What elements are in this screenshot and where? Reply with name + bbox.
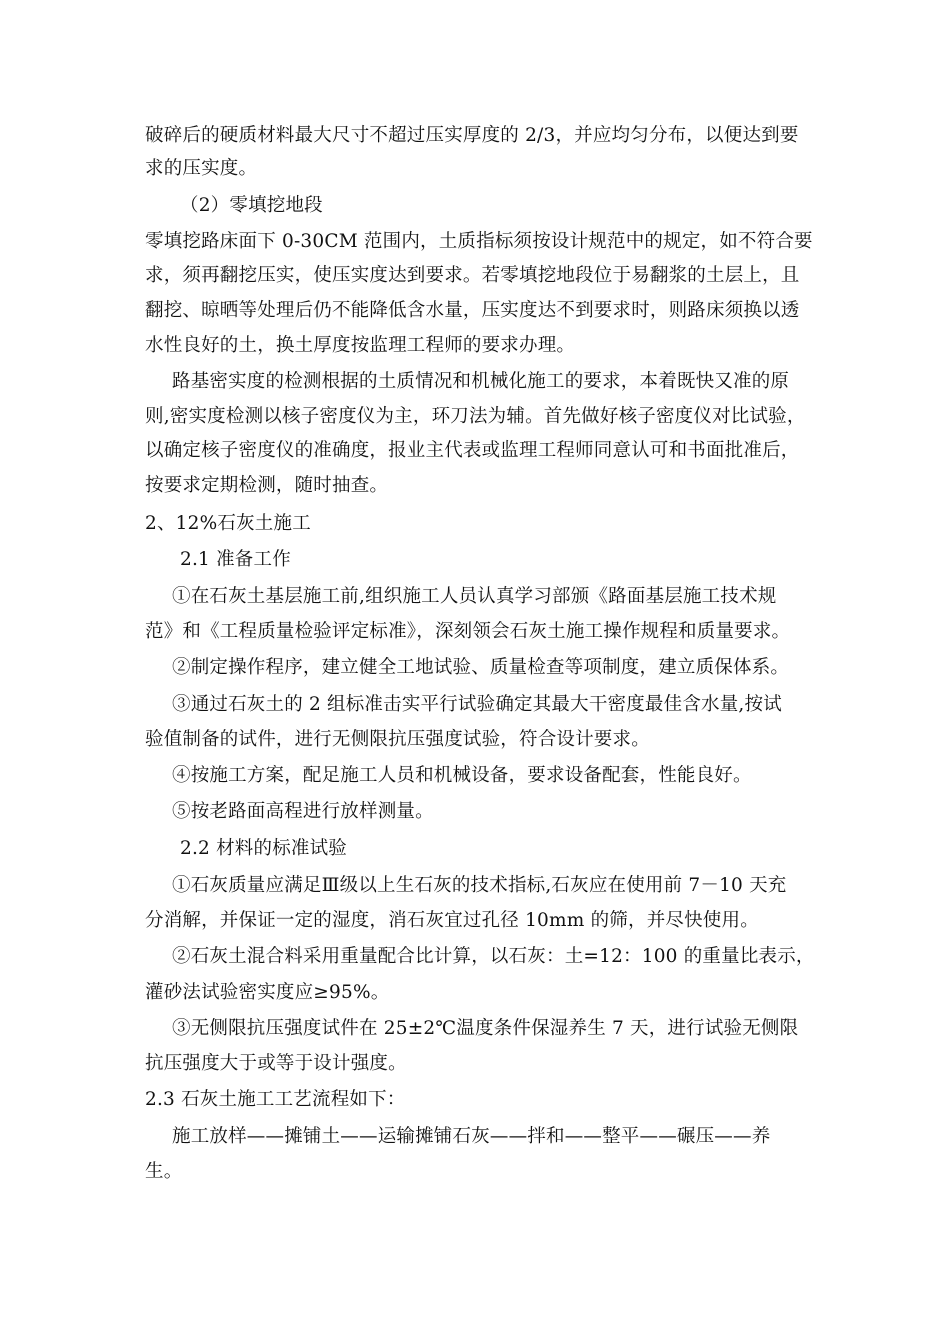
text-line: ⑤按老路面高程进行放样测量。 (172, 801, 434, 822)
text-line: 零填挖路床面下 0-30CM 范围内，土质指标须按设计规范中的规定，如不符合要 (145, 231, 813, 252)
text-line: ③无侧限抗压强度试件在 25±2℃温度条件保湿养生 7 天，进行试验无侧限 (172, 1018, 799, 1039)
text-line: ①在石灰土基层施工前,组织施工人员认真学习部颁《路面基层施工技术规 (172, 586, 777, 607)
text-line: 则,密实度检测以核子密度仪为主，环刀法为辅。首先做好核子密度仪对比试验， (145, 406, 806, 427)
text-line: 分消解，并保证一定的湿度，消石灰宜过孔径 10mm 的筛，并尽快使用。 (145, 910, 759, 931)
text-line: ①石灰质量应满足Ⅲ级以上生石灰的技术指标,石灰应在使用前 7－10 天充 (172, 875, 787, 896)
subsection-heading: 2.1 准备工作 (180, 549, 291, 570)
subsection-heading: 2.2 材料的标准试验 (180, 838, 348, 859)
text-line: 路基密实度的检测根据的土质情况和机械化施工的要求，本着既快又准的原 (172, 371, 790, 392)
text-line: 翻挖、晾晒等处理后仍不能降低含水量，压实度达不到要求时，则路床须换以透 (145, 300, 800, 321)
section-heading: （2）零填挖地段 (180, 195, 323, 216)
text-line: 按要求定期检测，随时抽查。 (145, 475, 389, 496)
text-line: 抗压强度大于或等于设计强度。 (145, 1053, 407, 1074)
process-flow-line: 施工放样——摊铺土——运输摊铺石灰——拌和——整平——碾压——养 (172, 1126, 771, 1147)
text-line: 求的压实度。 (145, 158, 258, 179)
text-line: 水性良好的土，换土厚度按监理工程师的要求办理。 (145, 335, 576, 356)
text-line: 求，须再翻挖压实，使压实度达到要求。若零填挖地段位于易翻浆的土层上，且 (145, 265, 800, 286)
text-line: 验值制备的试件，进行无侧限抗压强度试验，符合设计要求。 (145, 729, 650, 750)
text-line: ②制定操作程序，建立健全工地试验、质量检查等项制度，建立质保体系。 (172, 657, 790, 678)
text-line: ③通过石灰土的 2 组标准击实平行试验确定其最大干密度最佳含水量,按试 (172, 694, 782, 715)
text-line: 以确定核子密度仪的准确度，报业主代表或监理工程师同意认可和书面批准后， (145, 440, 800, 461)
subsection-heading: 2.3 石灰土施工工艺流程如下： (145, 1089, 406, 1110)
text-line: ④按施工方案，配足施工人员和机械设备，要求设备配套，性能良好。 (172, 765, 752, 786)
text-line: 生。 (145, 1161, 183, 1182)
text-line: ②石灰土混合料采用重量配合比计算，以石灰：土=12：100 的重量比表示， (172, 946, 815, 967)
text-line: 范》和《工程质量检验评定标准》，深刻领会石灰土施工操作规程和质量要求。 (145, 621, 791, 642)
text-line: 灌砂法试验密实度应≥95%。 (145, 982, 390, 1003)
text-line: 破碎后的硬质材料最大尺寸不超过压实厚度的 2/3，并应均匀分布，以便达到要 (145, 125, 799, 146)
section-heading: 2、12%石灰土施工 (145, 513, 311, 534)
